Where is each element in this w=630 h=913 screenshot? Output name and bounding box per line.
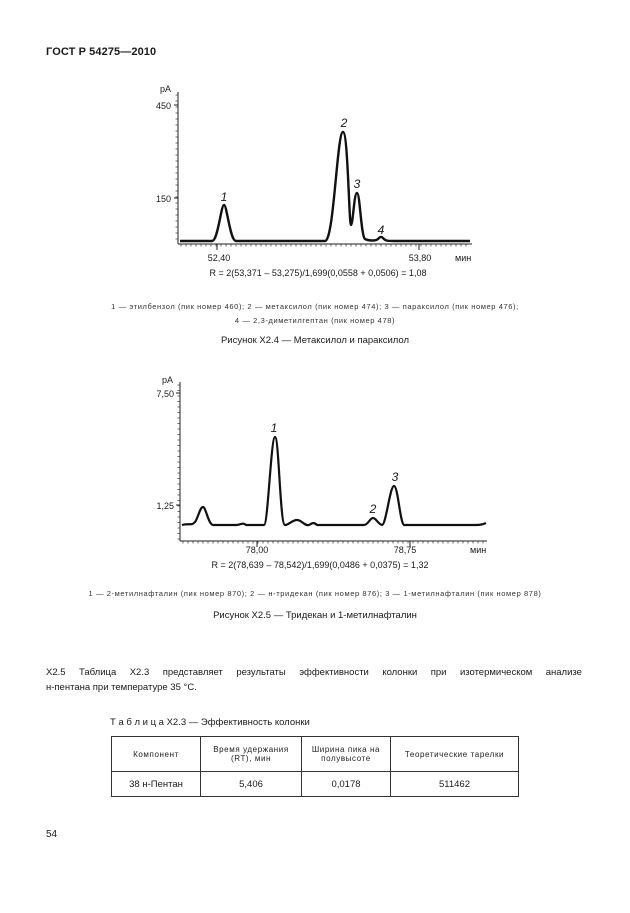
- fig1-y-unit: pA: [160, 84, 172, 94]
- fig1-trace: [180, 132, 470, 241]
- fig1-y-tick-150: 150: [155, 194, 171, 204]
- paragraph-word: изотермическом: [459, 667, 533, 678]
- paragraph-word: представляет: [162, 667, 223, 678]
- table-row: [112, 772, 519, 797]
- fig2-x-tick-2: 78,75: [393, 545, 417, 555]
- fig2-resolution-formula: R = 2(78,639 – 78,542)/1,699(0,0486 + 0,0375) = 1,32: [211, 560, 429, 570]
- fig2-caption: Рисунок Х2.5 — Тридекан и 1-метилнафталин: [213, 610, 417, 621]
- fig2-peak-label-1: 1: [270, 421, 278, 435]
- fig2-axes: [176, 382, 487, 547]
- fig1-peak-label-3: 3: [353, 177, 361, 191]
- paragraph-line-1: [46, 665, 582, 680]
- table-header-component: Компонент: [112, 737, 201, 772]
- table-cell-retention-time: 5,406: [201, 772, 302, 797]
- fig2-x-unit: мин: [470, 545, 487, 555]
- document-header: ГОСТ Р 54275—2010: [46, 46, 157, 58]
- fig2-legend-line-1: 1 — 2-метилнафталин (пик номер 870); 2 — н-тридекан (пик номер 876); 3 — 1-метилнафталин (пик номер 878): [88, 589, 542, 598]
- table-header-theoretical-plates: Теоретические тарелки: [391, 737, 519, 772]
- paragraph-word: колонки: [382, 667, 418, 678]
- fig2-y-unit: pA: [162, 375, 174, 385]
- efficiency-table: [111, 736, 519, 797]
- paragraph-word: Х2.5: [46, 667, 66, 678]
- fig1-x-tick-2: 53,80: [408, 253, 432, 263]
- fig2-peak-label-3: 3: [391, 470, 399, 484]
- table-title: [110, 717, 310, 728]
- paragraph-word: результаты: [236, 667, 286, 678]
- paragraph-line-2: н-пентана при температуре 35 °С.: [46, 682, 197, 693]
- fig1-x-unit: мин: [455, 253, 472, 263]
- table-cell-component: 38 н-Пентан: [112, 772, 201, 797]
- paragraph-word: эффективности: [299, 667, 369, 678]
- fig2-legend: [40, 587, 590, 601]
- table-header-row: [112, 737, 519, 772]
- fig1-caption: Рисунок Х2.4 — Метаксилол и параксилол: [220, 335, 410, 346]
- fig1-peak-label-1: 1: [220, 190, 228, 204]
- fig1-resolution-formula: R = 2(53,371 – 53,275)/1,699(0,0558 + 0,0506) = 1,08: [209, 268, 427, 278]
- fig1-peak-label-4: 4: [377, 223, 385, 237]
- fig1-x-tick-1: 52,40: [207, 253, 231, 263]
- fig2-y-tick-125: 1,25: [156, 501, 174, 511]
- table-header-retention-time: Время удержания (RT), мин: [201, 737, 302, 772]
- paragraph-word: при: [430, 667, 447, 678]
- table-cell-theoretical-plates: 511462: [391, 772, 519, 797]
- fig1-peak-label-2: 2: [340, 116, 348, 130]
- fig2-x-tick-1: 78,00: [245, 545, 269, 555]
- paragraph-word: анализе: [545, 667, 582, 678]
- fig2-peak-label-2: 2: [369, 502, 377, 516]
- fig2-y-tick-750: 7,50: [156, 389, 174, 399]
- fig1-legend-line-1: 1 — этилбензол (пик номер 460); 2 — метаксилол (пик номер 474); 3 — параксилол (пик номер 476);: [111, 302, 519, 311]
- paragraph-word: Таблица: [79, 667, 117, 678]
- paragraph-word: Х2.3: [129, 667, 150, 678]
- table-header-peak-width: Ширина пика на полувысоте: [302, 737, 391, 772]
- table-title-text: Х2.3 — Эффективность колонки: [166, 717, 310, 728]
- paragraph-x2-5: [46, 665, 582, 695]
- fig1-legend-line-2: 4 — 2,3-диметилгептан (пик номер 478): [234, 316, 396, 325]
- table-title-label: Т а б л и ц а: [110, 717, 164, 728]
- page-number: 54: [46, 829, 58, 840]
- fig1-legend: [46, 300, 584, 328]
- fig2-trace: [182, 437, 486, 525]
- fig1-y-tick-450: 450: [155, 101, 171, 111]
- table-cell-peak-width: 0,0178: [302, 772, 391, 797]
